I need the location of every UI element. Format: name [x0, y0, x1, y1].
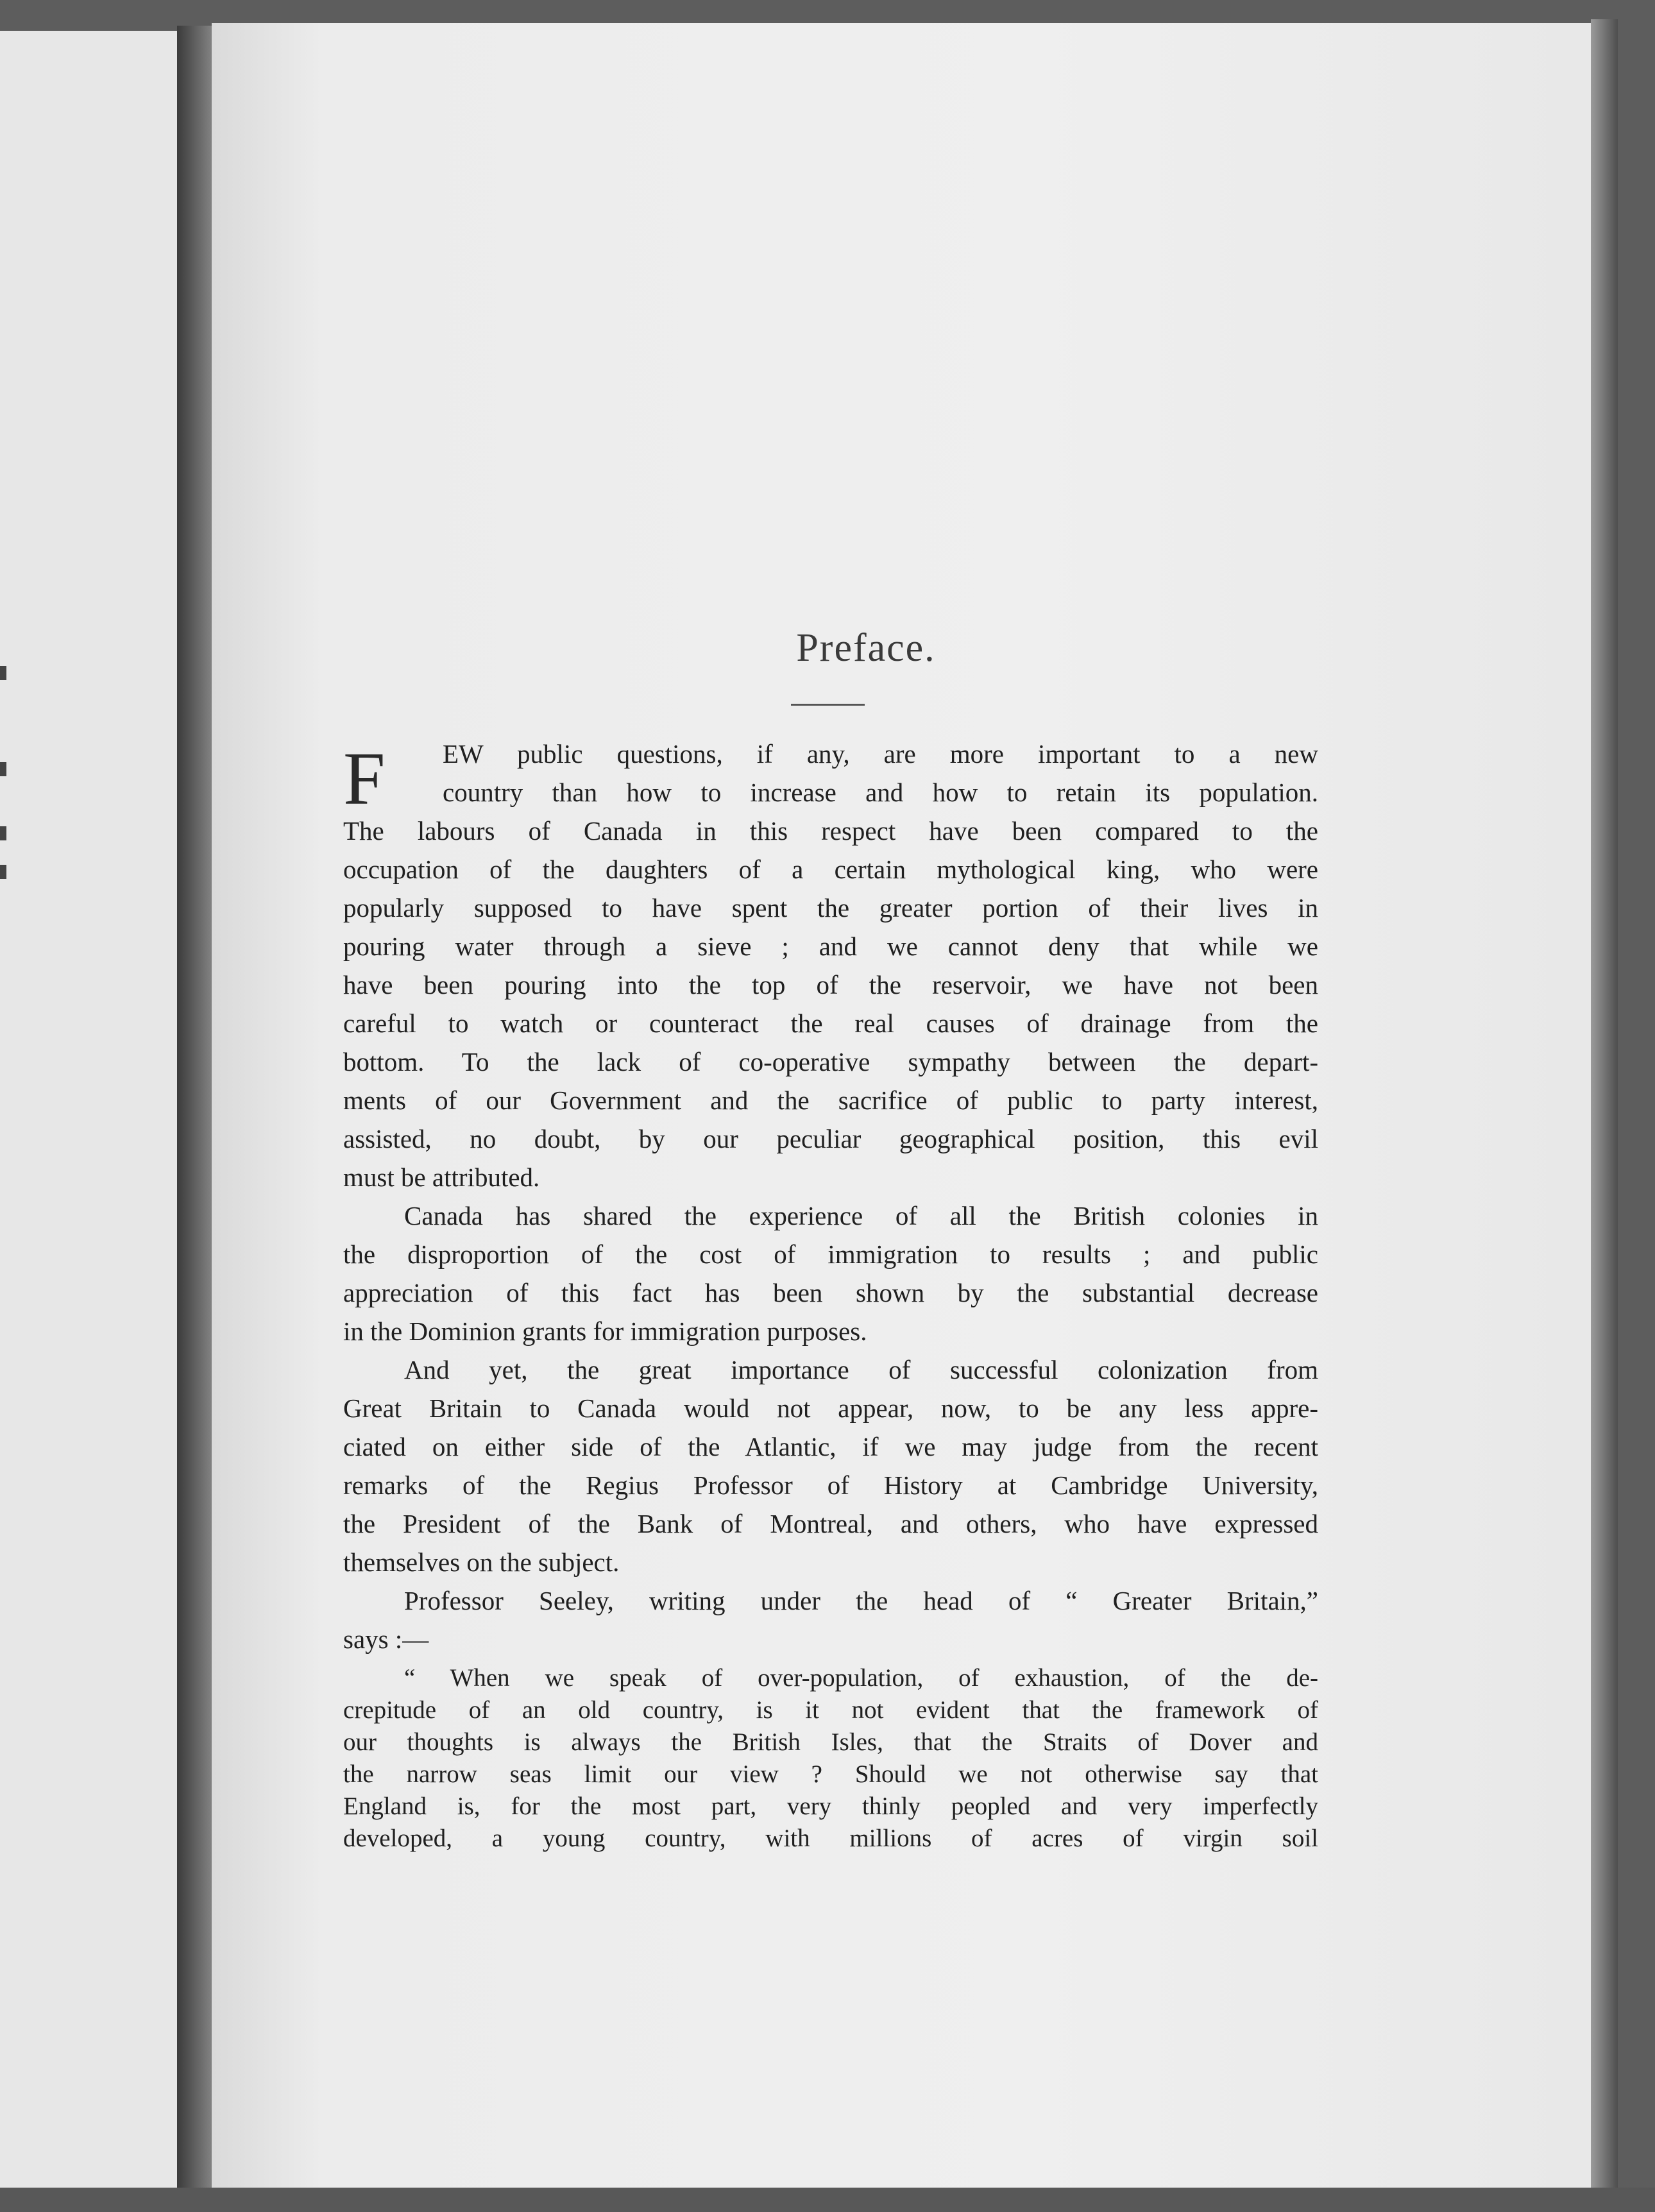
text-line: in the Dominion grants for immigration purposes.: [343, 1316, 867, 1346]
text-line: says :—: [343, 1624, 429, 1654]
text-line: pouring water through a sieve ; and we cannot deny that while we: [343, 932, 1318, 961]
text-line: remarks of the Regius Professor of History at Cambridge University,: [343, 1470, 1318, 1500]
text-line: bottom. To the lack of co-operative sympathy between the depart-: [343, 1047, 1318, 1076]
text-line: ments of our Government and the sacrifice of public to party interest,: [343, 1085, 1318, 1115]
paragraph-3: [343, 1350, 1318, 1581]
block-quote: [343, 1662, 1318, 1855]
book-gutter: [177, 26, 216, 2194]
title-rule: [791, 704, 865, 706]
left-page-edge: [0, 31, 177, 2188]
text-line: EW public questions, if any, are more important to a new: [443, 739, 1318, 769]
text-line: popularly supposed to have spent the greater portion of their lives in: [343, 893, 1318, 923]
paragraph-4: [343, 1581, 1318, 1658]
text-line: Canada has shared the experience of all the British colonies in: [404, 1201, 1318, 1230]
text-line: And yet, the great importance of successful colonization from: [404, 1355, 1318, 1384]
text-line: Professor Seeley, writing under the head of “ Greater Britain,”: [404, 1586, 1318, 1615]
quote-line: developed, a young country, with millions of acres of virgin soil: [343, 1825, 1318, 1852]
text-line: The labours of Canada in this respect have been compared to the: [343, 816, 1318, 846]
text-line: ciated on either side of the Atlantic, if we may judge from the recent: [343, 1432, 1318, 1461]
text-line: assisted, no doubt, by our peculiar geographical position, this evil: [343, 1124, 1318, 1153]
quote-line: England is, for the most part, very thinly peopled and very imperfectly: [343, 1792, 1318, 1820]
body-text: [343, 735, 1318, 1855]
text-line: country than how to increase and how to retain its population.: [443, 778, 1318, 807]
quote-line: “ When we speak of over-population, of exhaustion, of the de-: [404, 1664, 1318, 1692]
text-line: must be attributed.: [343, 1162, 540, 1192]
page-right-edge: [1591, 19, 1618, 2194]
text-line: themselves on the subject.: [343, 1547, 620, 1577]
paragraph-2: [343, 1196, 1318, 1350]
drop-cap: F: [343, 736, 386, 821]
text-line: careful to watch or counteract the real causes of drainage from the: [343, 1008, 1318, 1038]
text-line: the President of the Bank of Montreal, and others, who have expressed: [343, 1509, 1318, 1538]
text-line: occupation of the daughters of a certain mythological king, who were: [343, 855, 1318, 884]
scan-bottom-border: [0, 2188, 1655, 2212]
text-line: have been pouring into the top of the reservoir, we have not been: [343, 970, 1318, 1000]
quote-line: the narrow seas limit our view ? Should we not otherwise say that: [343, 1760, 1318, 1788]
paragraph-1: [343, 735, 1318, 1196]
text-line: Great Britain to Canada would not appear, now, to be any less appre-: [343, 1393, 1318, 1423]
text-line: the disproportion of the cost of immigration to results ; and public: [343, 1239, 1318, 1269]
text-line: appreciation of this fact has been shown by the substantial decrease: [343, 1278, 1318, 1307]
page-title: Preface.: [796, 626, 936, 670]
quote-line: crepitude of an old country, is it not evident that the framework of: [343, 1696, 1318, 1724]
quote-line: our thoughts is always the British Isles, that the Straits of Dover and: [343, 1728, 1318, 1756]
